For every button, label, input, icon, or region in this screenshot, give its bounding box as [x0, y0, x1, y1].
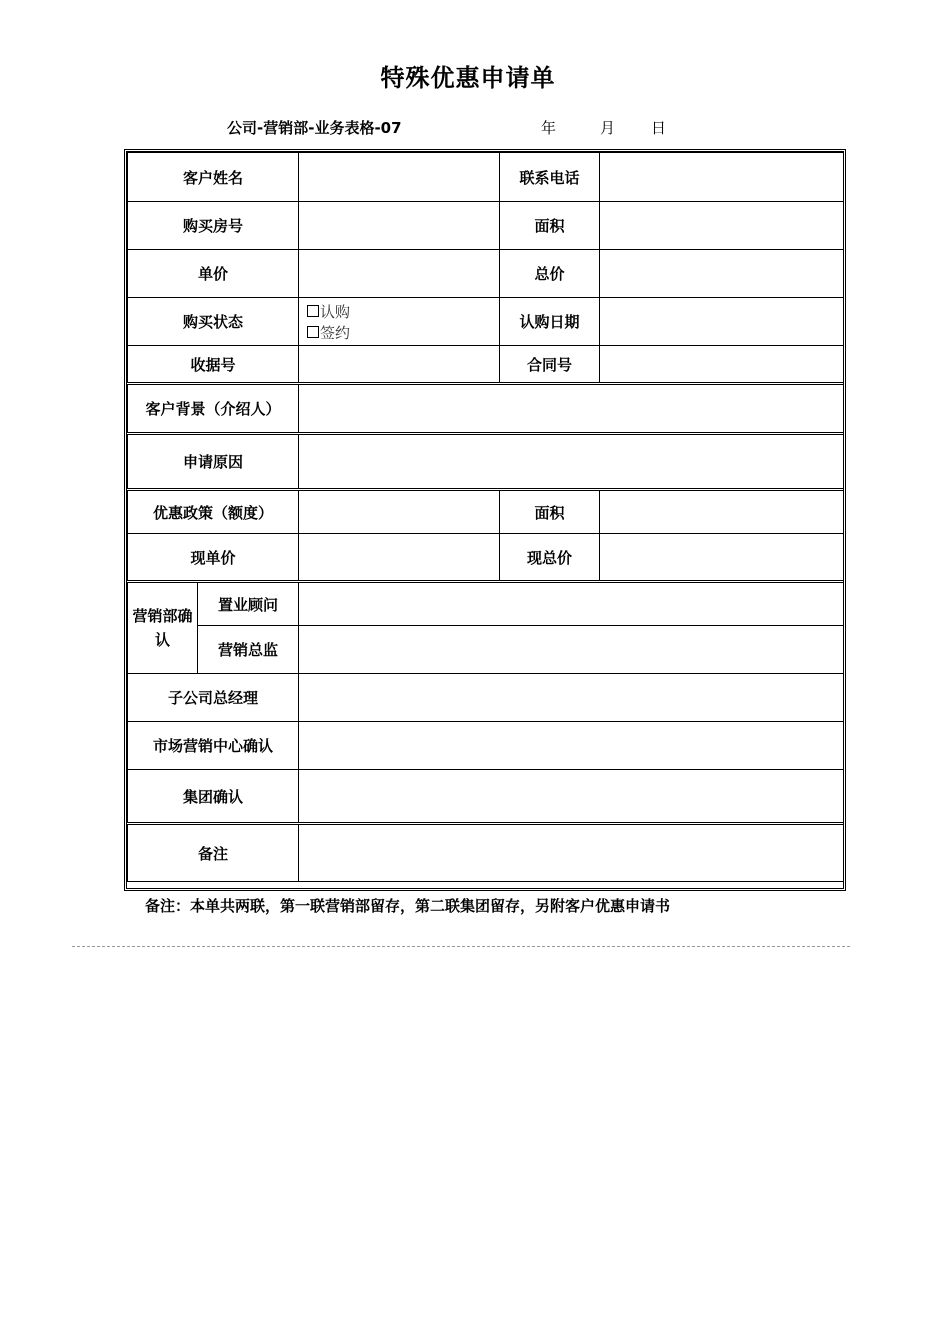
form-row-customer — [128, 153, 844, 202]
date-year-label: 年 — [541, 119, 557, 137]
new-total-price-label: 现总价 — [500, 534, 600, 582]
property-consultant-field[interactable] — [299, 582, 844, 626]
contract-number-field[interactable] — [600, 346, 844, 384]
form-row-consultant — [128, 582, 844, 626]
form-row-remarks — [128, 824, 844, 882]
purchase-status-label: 购买状态 — [128, 298, 299, 346]
discount-policy-label: 优惠政策（额度） — [128, 490, 299, 534]
date-month-label: 月 — [600, 119, 616, 137]
discount-policy-field[interactable] — [299, 490, 500, 534]
signed-option-label: 签约 — [320, 323, 351, 342]
area-field-2[interactable] — [600, 490, 844, 534]
marketing-director-label: 营销总监 — [198, 626, 299, 674]
area-label-2: 面积 — [500, 490, 600, 534]
customer-background-label: 客户背景（介绍人） — [128, 384, 299, 434]
total-price-field[interactable] — [600, 250, 844, 298]
form-row-status — [128, 298, 844, 346]
receipt-number-label: 收据号 — [128, 346, 299, 384]
contract-number-label: 合同号 — [500, 346, 600, 384]
new-unit-price-field[interactable] — [299, 534, 500, 582]
subscription-date-label: 认购日期 — [500, 298, 600, 346]
status-option-subscribe[interactable] — [307, 301, 350, 322]
subscription-date-field[interactable] — [600, 298, 844, 346]
subscribe-checkbox[interactable] — [307, 305, 319, 317]
subsidiary-gm-label: 子公司总经理 — [128, 674, 299, 722]
form-row-receipt — [128, 346, 844, 384]
receipt-number-field[interactable] — [299, 346, 500, 384]
form-row-price — [128, 250, 844, 298]
form-row-policy — [128, 490, 844, 534]
form-row-group — [128, 770, 844, 824]
application-reason-field[interactable] — [299, 434, 844, 490]
customer-name-label: 客户姓名 — [128, 153, 299, 202]
application-reason-label: 申请原因 — [128, 434, 299, 490]
form-row-background — [128, 384, 844, 434]
cut-line-divider — [72, 946, 850, 947]
remarks-field[interactable] — [299, 824, 844, 882]
form-title: 特殊优惠申请单 — [380, 64, 556, 92]
group-confirm-label: 集团确认 — [128, 770, 299, 824]
remarks-label: 备注 — [128, 824, 299, 882]
form-row-director — [128, 626, 844, 674]
area-field[interactable] — [600, 202, 844, 250]
signed-checkbox[interactable] — [307, 326, 319, 338]
form-row-room — [128, 202, 844, 250]
contact-phone-field[interactable] — [600, 153, 844, 202]
unit-price-field[interactable] — [299, 250, 500, 298]
unit-price-label: 单价 — [128, 250, 299, 298]
new-total-price-field[interactable] — [600, 534, 844, 582]
purchase-status-field — [299, 298, 500, 346]
contact-phone-label: 联系电话 — [500, 153, 600, 202]
room-number-label: 购买房号 — [128, 202, 299, 250]
new-unit-price-label: 现单价 — [128, 534, 299, 582]
footer-note: 备注：本单共两联，第一联营销部留存，第二联集团留存，另附客户优惠申请书 — [145, 897, 671, 915]
status-option-signed[interactable] — [307, 322, 350, 343]
customer-background-field[interactable] — [299, 384, 844, 434]
form-row-subsidiary — [128, 674, 844, 722]
date-day-label: 日 — [651, 119, 667, 137]
property-consultant-label: 置业顾问 — [198, 582, 299, 626]
subscribe-option-label: 认购 — [320, 302, 351, 321]
form-row-reason — [128, 434, 844, 490]
subsidiary-gm-field[interactable] — [299, 674, 844, 722]
marketing-director-field[interactable] — [299, 626, 844, 674]
total-price-label: 总价 — [500, 250, 600, 298]
form-row-new-price — [128, 534, 844, 582]
marketing-confirm-label: 营销部确认 — [128, 582, 198, 674]
customer-name-field[interactable] — [299, 153, 500, 202]
application-form-table — [127, 152, 844, 882]
group-confirm-field[interactable] — [299, 770, 844, 824]
form-code: 公司-营销部-业务表格-07 — [227, 119, 402, 137]
market-center-confirm-label: 市场营销中心确认 — [128, 722, 299, 770]
room-number-field[interactable] — [299, 202, 500, 250]
market-center-confirm-field[interactable] — [299, 722, 844, 770]
area-label: 面积 — [500, 202, 600, 250]
form-row-market-center — [128, 722, 844, 770]
